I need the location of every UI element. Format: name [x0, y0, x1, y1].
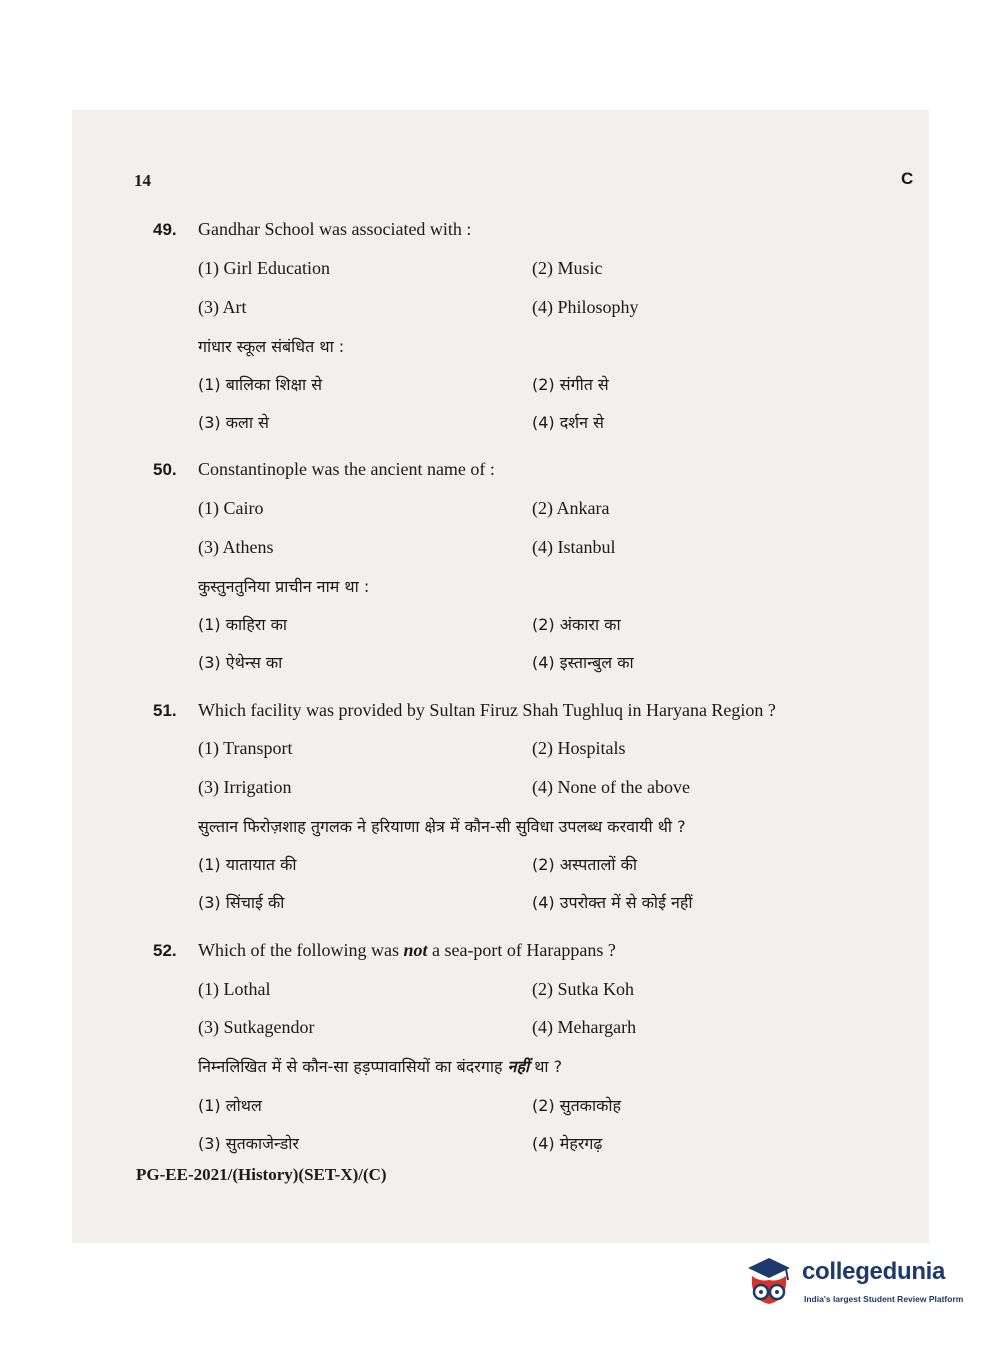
mascot-icon — [742, 1254, 796, 1312]
question-number: 51. — [153, 701, 177, 720]
option-en-4: (4) None of the above — [532, 777, 690, 797]
question-text-en-post: a sea-port of Harappans ? — [427, 940, 616, 960]
question-text-hi: कुस्तुनतुनिया प्राचीन नाम था : — [198, 577, 370, 596]
option-en-2: (2) Music — [532, 258, 603, 278]
option-en-3: (3) Irrigation — [198, 777, 292, 797]
option-en-2: (2) Ankara — [532, 498, 610, 518]
option-en-3: (3) Art — [198, 297, 247, 317]
option-hi-2: (2) अस्पतालों की — [532, 855, 638, 874]
option-en-3: (3) Sutkagendor — [198, 1017, 315, 1037]
option-en-3: (3) Athens — [198, 537, 274, 557]
option-hi-1: (1) यातायात की — [198, 855, 297, 874]
option-en-4: (4) Istanbul — [532, 537, 616, 557]
option-en-1: (1) Cairo — [198, 498, 264, 518]
option-en-2: (2) Sutka Koh — [532, 979, 634, 999]
page-number: 14 — [134, 171, 151, 190]
brand-name: collegedunia — [802, 1258, 946, 1285]
question-number: 50. — [153, 460, 177, 479]
option-hi-2: (2) सुतकाकोह — [532, 1096, 622, 1115]
option-en-4: (4) Mehargarh — [532, 1017, 637, 1037]
emphasis-nahin: नहीं — [507, 1057, 530, 1076]
option-hi-1: (1) बालिका शिक्षा से — [198, 375, 323, 394]
option-hi-1: (1) काहिरा का — [198, 615, 288, 634]
option-hi-4: (4) दर्शन से — [532, 413, 604, 432]
emphasis-not: not — [403, 940, 428, 960]
question-number: 52. — [153, 941, 177, 960]
question-text-en: Constantinople was the ancient name of : — [198, 459, 495, 479]
option-hi-3: (3) कला से — [198, 413, 269, 432]
brand-tagline: India's largest Student Review Platform — [804, 1294, 964, 1304]
option-hi-3: (3) ऐथेन्स का — [198, 653, 283, 672]
question-text-hi — [198, 1055, 562, 1077]
option-hi-4: (4) मेहरगढ़ — [532, 1134, 603, 1153]
option-hi-3: (3) सुतकाजेन्डोर — [198, 1134, 299, 1153]
question-text-en: Gandhar School was associated with : — [198, 219, 472, 239]
exam-code-footer: PG-EE-2021/(History)(SET-X)/(C) — [136, 1165, 387, 1184]
option-en-4: (4) Philosophy — [532, 297, 639, 317]
question-text-en: Which facility was provided by Sultan Firuz Shah Tughluq in Haryana Region ? — [198, 700, 776, 720]
question-text-hi: सुल्तान फिरोज़शाह तुगलक ने हरियाणा क्षेत्र में कौन-सी सुविधा उपलब्ध करवायी थी ? — [198, 817, 686, 836]
question-text-hi-post: था ? — [529, 1057, 563, 1076]
option-hi-1: (1) लोथल — [198, 1096, 262, 1115]
question-text-hi: गांधार स्कूल संबंधित था : — [198, 337, 345, 356]
option-en-1: (1) Transport — [198, 738, 293, 758]
option-hi-2: (2) संगीत से — [532, 375, 609, 394]
option-hi-3: (3) सिंचाई की — [198, 893, 285, 912]
option-en-1: (1) Girl Education — [198, 258, 330, 278]
question-text-en — [198, 940, 616, 961]
question-text-en-pre: Which of the following was — [198, 940, 404, 960]
option-en-1: (1) Lothal — [198, 979, 271, 999]
option-en-2: (2) Hospitals — [532, 738, 626, 758]
option-hi-4: (4) उपरोक्त में से कोई नहीं — [532, 893, 693, 912]
set-letter: C — [901, 169, 914, 188]
collegedunia-logo — [742, 1250, 972, 1316]
option-hi-4: (4) इस्तान्बुल का — [532, 653, 634, 672]
question-number: 49. — [153, 220, 177, 239]
question-text-hi-pre: निम्नलिखित में से कौन-सा हड़प्पावासियों का बंदरगाह — [198, 1057, 508, 1076]
option-hi-2: (2) अंकारा का — [532, 615, 621, 634]
